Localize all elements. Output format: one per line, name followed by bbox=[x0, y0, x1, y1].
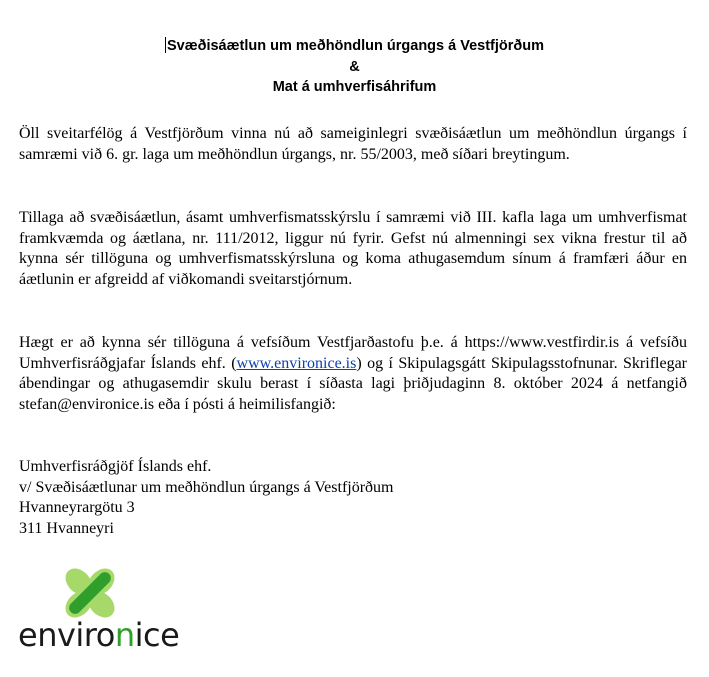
text-cursor bbox=[165, 37, 166, 53]
logo-wordmark: environice bbox=[18, 616, 180, 654]
paragraph-2: Tillaga að svæðisáætlun, ásamt umhverfismatsskýrslu í samræmi við III. kafla laga um umhverfismat framkvæmda og áætlana, nr. 111/2012, liggur nú fyrir. Gefst nú almenningi sex vikna frestur til að kynna sér tillöguna og umhverfismatsskýrsluna og koma athugasemdum sínum á framfæri áður en áætlunin er afgreidd af viðkomandi sveitarstjórnum. bbox=[19, 209, 687, 288]
title-line-1: Svæðisáætlun um meðhöndlun úrgangs á Vestfjörðum bbox=[166, 38, 545, 54]
title-line-3: Mat á umhverfisáhrifum bbox=[272, 79, 437, 95]
paragraph-3-text-end: ) og í Skipulagsgátt Skipulagsstofnunar. Skriflegar ábendingar og athugasemdir skulu berast í síðasta lagi þriðjudaginn 8. október 2024 á netfangið stefan@environice.is eða í pósti á heimilisfangið: bbox=[19, 354, 688, 413]
document-title bbox=[0, 36, 709, 98]
environice-link[interactable]: www.environice.is bbox=[236, 354, 357, 372]
address-line-3: Hvanneyrargötu 3 bbox=[19, 499, 135, 516]
paragraph-1: Öll sveitarfélög á Vestfjörðum vinna nú að sameiginlegri svæðisáætlun um meðhöndlun úrgangs í samræmi við 6. gr. laga um meðhöndlun úrgangs, nr. 55/2003, með síðari breytingum. bbox=[19, 125, 687, 163]
address-line-4: 311 Hvanneyri bbox=[19, 519, 114, 537]
address-line-1: Umhverfisráðgjöf Íslands ehf. bbox=[19, 458, 212, 475]
paragraph-3 bbox=[19, 333, 687, 415]
clover-leaf-icon bbox=[18, 560, 180, 622]
paragraph-3-text-start: Hægt er að kynna sér tillöguna á vefsíðum Vestfjarðastofu þ.e. á https://www.vestfirdir.is á vefsíðu Umhverfisráðgjafar Íslands ehf. ( bbox=[19, 334, 687, 372]
environice-logo bbox=[18, 560, 180, 660]
title-line-2: & bbox=[349, 58, 360, 75]
postal-address bbox=[19, 457, 687, 539]
address-line-2: v/ Svæðisáætlunar um meðhöndlun úrgangs á Vestfjörðum bbox=[19, 478, 394, 496]
